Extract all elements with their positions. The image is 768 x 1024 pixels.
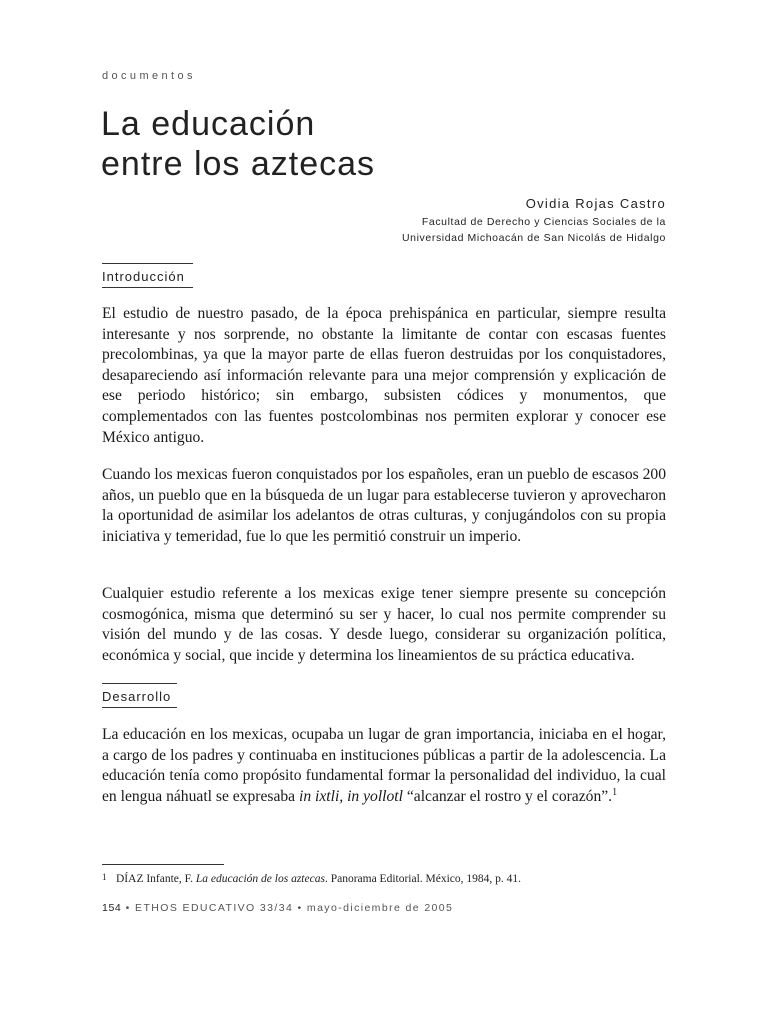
page-footer (102, 902, 453, 914)
title-line-1: La educación (101, 105, 316, 143)
footnote-book-title: La educación de los aztecas (195, 873, 325, 885)
heading-rule-top (102, 263, 193, 264)
section-heading-text: Desarrollo (102, 689, 177, 708)
heading-rule-top (102, 683, 177, 684)
journal-info: • ETHOS EDUCATIVO 33/34 • mayo-diciembre de 2005 (125, 902, 454, 914)
footnote-reference[interactable]: 1 (612, 786, 618, 798)
section-heading-introduccion (102, 263, 193, 288)
paragraph-2: Cuando los mexicas fueron conquistados por los españoles, eran un pueblo de escasos 200 años, un pueblo que en la búsqueda de un lugar para establecerse tuvieron y aprovecharon la oportunidad de asimilar los adelantos de otras culturas, y conjugándolos con su propia iniciativa y temeridad, fue lo que les permitió construir un imperio. (102, 466, 666, 545)
section-kicker: documentos (102, 70, 196, 82)
page-number: 154 (102, 902, 122, 914)
nahuatl-phrase: in ixtli, in yollotl (299, 787, 403, 805)
affiliation-line-1: Facultad de Derecho y Ciencias Sociales de la (421, 216, 666, 228)
title-line-2: entre los aztecas (101, 145, 376, 183)
footnote-rule (102, 864, 224, 865)
paragraph-4 (102, 725, 666, 807)
section-heading-desarrollo (102, 683, 177, 708)
section-heading-text: Introducción (102, 269, 193, 288)
footnote-number: 1 (102, 872, 107, 882)
paragraph-3: Cualquier estudio referente a los mexicas exige tener siempre presente su concepción cosmogónica, misma que determinó su ser y hacer, lo cual nos permite comprender su visión del mundo y de las cosas. Y desde luego, considerar su organización política, económica y social, que incide y determina los lineamientos de su práctica educativa. (102, 585, 666, 664)
paragraph-4-text: La educación en los mexicas, ocupaba un lugar de gran importancia, iniciaba en el hogar, a cargo de los padres y continuaba en instituciones públicas a partir de la adolescencia. La educación tenía como propósito fundamental formar la personalidad del individuo, la cual en lengua náhuatl se expresaba (102, 726, 666, 805)
paragraph-1: El estudio de nuestro pasado, de la época prehispánica en particular, siempre resulta interesante y nos sorprende, no obstante la limitante de contar con escasas fuentes precolombinas, ya que la mayor parte de ellas fueron destruidas por los conquistadores, desapareciendo así información relevante para una mejor comprensión y explicación de ese periodo histórico; sin embargo, subsisten códices y monumentos, que complementados con las fuentes postcolombinas nos permiten explorar y conocer ese México antiguo. (102, 305, 666, 446)
footnote-text-end: . Panorama Editorial. México, 1984, p. 41. (324, 873, 522, 885)
affiliation-line-2: Universidad Michoacán de San Nicolás de Hidalgo (402, 232, 666, 244)
paragraph-4-end: “alcanzar el rostro y el corazón”. (402, 787, 613, 805)
article-title (101, 104, 375, 184)
footnote (102, 872, 521, 885)
author-name: Ovidia Rojas Castro (525, 196, 666, 211)
author-affiliation (402, 214, 666, 246)
footnote-text: DÍAZ Infante, F. (116, 873, 196, 885)
